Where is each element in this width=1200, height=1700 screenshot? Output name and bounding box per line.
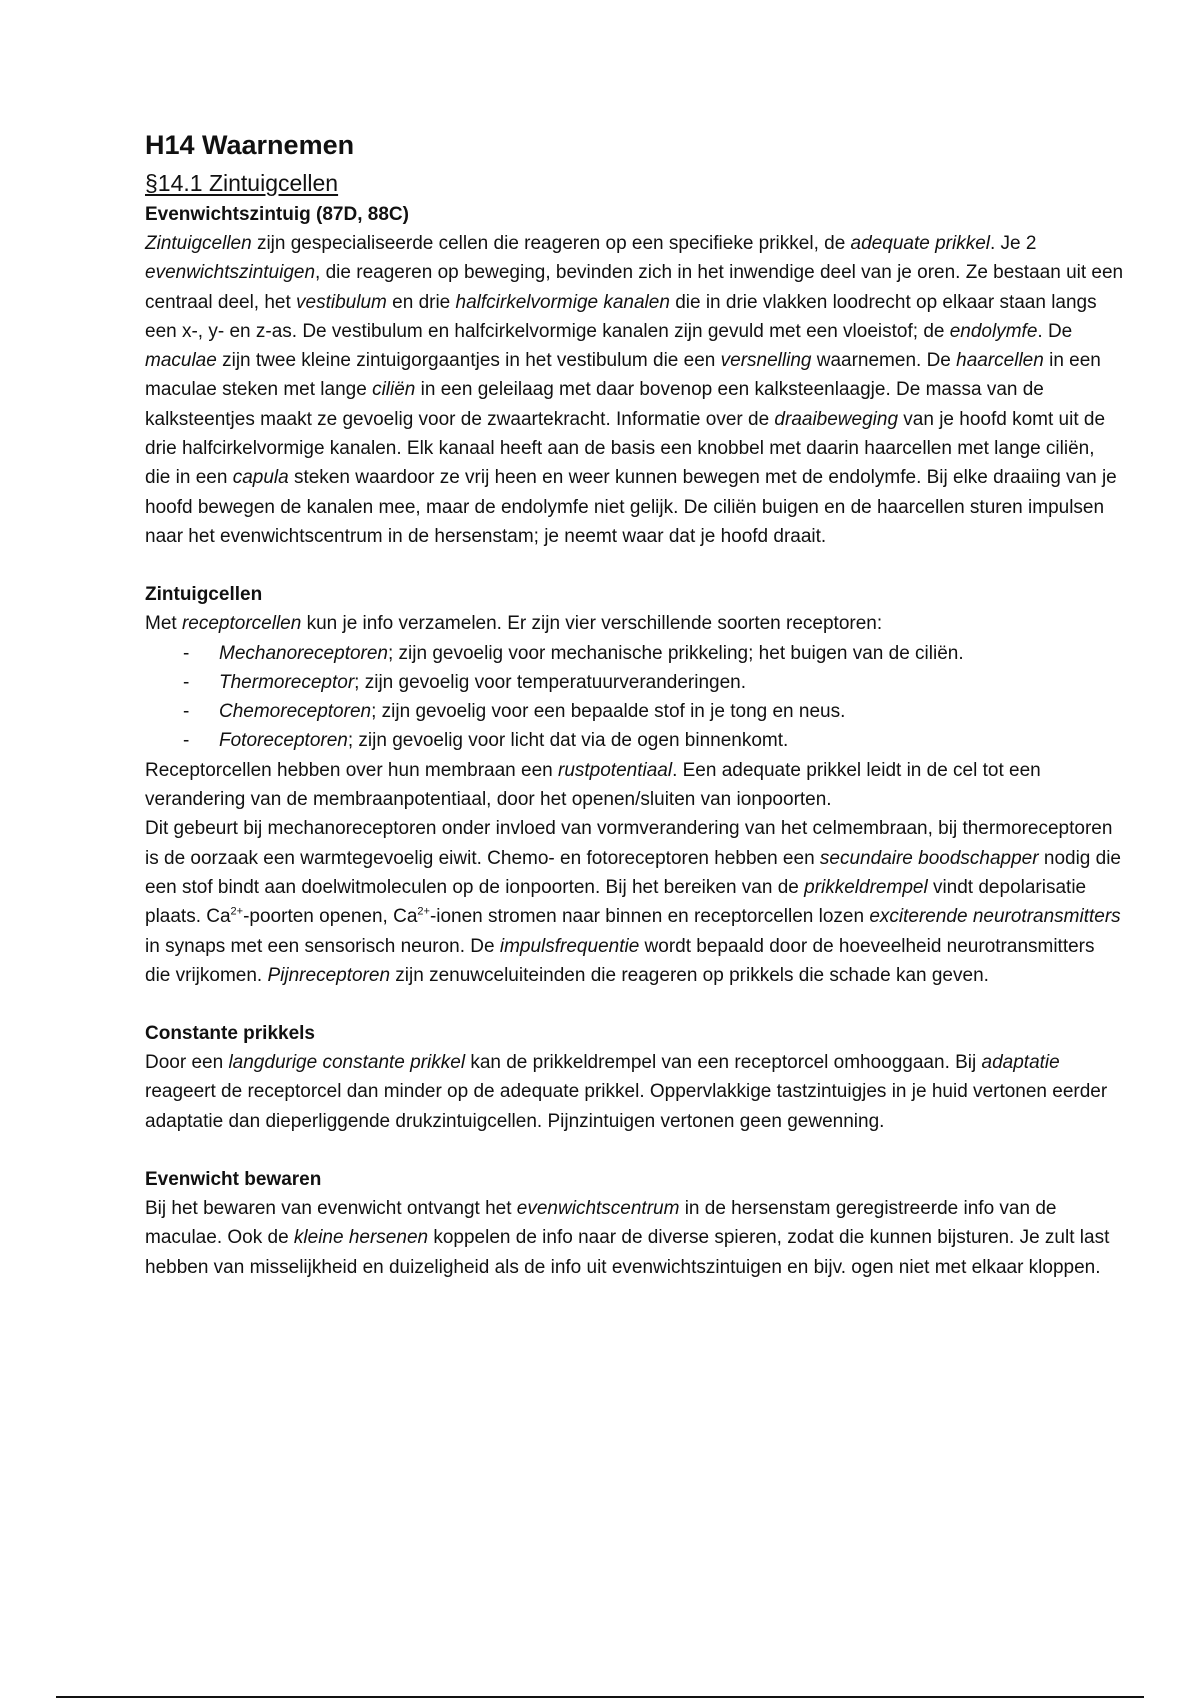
list-item	[183, 726, 1125, 755]
spacer	[145, 551, 1125, 580]
list-dash: -	[183, 671, 190, 693]
list-dash: -	[183, 730, 190, 752]
text-run: ; zijn gevoelig voor een bepaalde stof in je tong en neus.	[371, 701, 846, 723]
emphasis-term: evenwichtszintuigen	[145, 262, 316, 284]
receptor-list	[145, 639, 1125, 756]
emphasis-term: versnelling	[720, 350, 812, 372]
emphasis-term: maculae	[145, 350, 217, 372]
text-run: reageert de receptorcel dan minder op de adequate prikkel. Oppervlakkige tastzintuigjes in je huid vertonen eerder adaptatie dan dieperliggende drukzintuigcellen. Pijnzintuigen vertonen geen gewenning.	[145, 1081, 1108, 1132]
document-title: H14 Waarnemen	[145, 130, 355, 160]
emphasis-term: vestibulum	[296, 291, 387, 313]
paragraph-constante-prikkels	[145, 1048, 1125, 1136]
paragraph-evenwicht-bewaren	[145, 1194, 1125, 1282]
text-run: in een geleilaag met daar bovenop een kalksteenlaagje. De massa van de kalksteentjes maakt ze gevoelig voor de zwaartekracht. Informatie over de	[145, 379, 1044, 430]
text-run: zijn gespecialiseerde cellen die reageren op een specifieke prikkel, de	[251, 233, 851, 254]
text-run: Door een	[145, 1052, 229, 1074]
document-page	[145, 128, 1125, 1282]
superscript: 2+	[230, 905, 244, 918]
emphasis-term: impulsfrequentie	[499, 935, 640, 957]
text-run: steken waardoor ze vrij heen en weer kunnen bewegen met de endolymfe. Bij elke draaiing van je hoofd bewegen de kanalen mee, maar de endolymfe niet gelijk. De ciliën buigen en de haarcellen sturen impulsen naar het evenwichtscentrum in de hersenstam; je neemt waar dat je hoofd draait.	[145, 467, 1117, 547]
emphasis-term: endolymfe	[949, 320, 1038, 342]
spacer	[145, 990, 1125, 1019]
paragraph-receptorcellen	[145, 756, 1125, 990]
emphasis-term: adequate prikkel	[850, 233, 990, 254]
text-run: -poorten openen, Ca	[243, 906, 418, 928]
emphasis-term: ciliën	[372, 379, 416, 401]
emphasis-term: langdurige constante prikkel	[228, 1052, 466, 1074]
emphasis-term: kleine hersenen	[293, 1227, 429, 1249]
emphasis-term: Thermoreceptor	[219, 671, 355, 693]
heading-evenwicht-bewaren: Evenwicht bewaren	[145, 1169, 322, 1191]
emphasis-term: draaibeweging	[774, 408, 899, 430]
text-run: Bij het bewaren van evenwicht ontvangt het	[145, 1198, 517, 1220]
paragraph-evenwichtszintuig	[145, 229, 1125, 551]
text-run: zijn zenuwceluiteinden die reageren op prikkels die schade kan geven.	[390, 964, 989, 986]
text-run: van je hoofd komt uit de drie halfcirkelvormige kanalen. Elk kanaal heeft aan de basis een knobbel met daarin haarcellen met lange ciliën, die in een	[145, 408, 1106, 489]
text-run: waarnemen. De	[811, 350, 957, 372]
emphasis-term: prikkeldrempel	[804, 876, 928, 898]
emphasis-term: exciterende neurotransmitters	[869, 906, 1121, 928]
emphasis-term: Zintuigcellen	[145, 233, 252, 254]
text-run: in een maculae steken met lange	[145, 350, 1101, 401]
text-run: . De	[1037, 320, 1073, 342]
text-run: kan de prikkeldrempel van een receptorcel omhooggaan. Bij	[465, 1052, 982, 1074]
heading-evenwichtszintuig: Evenwichtszintuig (87D, 88C)	[145, 204, 409, 225]
text-run: -ionen stromen naar binnen en receptorcellen lozen	[429, 906, 870, 928]
emphasis-term: secundaire boodschapper	[819, 847, 1039, 869]
spacer	[145, 1136, 1125, 1165]
emphasis-term: Pijnreceptoren	[267, 964, 391, 986]
emphasis-term: rustpotentiaal	[558, 759, 673, 781]
text-run: , die reageren op beweging, bevinden zich in het inwendige deel van je oren. Ze bestaan uit een centraal deel, het	[145, 262, 1124, 313]
emphasis-term: adaptatie	[981, 1052, 1060, 1074]
emphasis-term: Fotoreceptoren	[219, 730, 348, 752]
text-run: in synaps met een sensorisch neuron. De	[145, 935, 500, 957]
emphasis-term: capula	[232, 467, 289, 489]
text-run: koppelen de info naar de diverse spieren, zodat die kunnen bijsturen. Je zult last hebben van misselijkheid en duizeligheid als de info uit evenwichtszintuigen en bijv. ogen niet met elkaar kloppen.	[145, 1227, 1110, 1278]
text-run: en drie	[386, 291, 456, 313]
text-run: zijn twee kleine zintuigorgaantjes in het vestibulum die een	[216, 350, 721, 372]
text-run: Receptorcellen hebben over hun membraan een	[145, 759, 558, 781]
superscript: 2+	[417, 905, 430, 918]
list-item	[183, 668, 1125, 697]
emphasis-term: evenwichtscentrum	[516, 1198, 680, 1220]
text-run: in de hersenstam geregistreerde info van de maculae. Ook de	[145, 1198, 1057, 1249]
list-dash: -	[183, 701, 190, 723]
text-run: die in drie vlakken loodrecht op elkaar staan langs een x-, y- en z-as. De vestibulum en halfcirkelvormige kanalen zijn gevuld met een vloeistof; de	[145, 291, 1097, 342]
text-run: Dit gebeurt bij mechanoreceptoren onder invloed van vormverandering van het celmembraan, bij thermoreceptoren is de oorzaak een warmtegevoelig eiwit. Chemo- en fotoreceptoren hebben een	[145, 818, 1113, 869]
text-run: kun je info verzamelen. Er zijn vier verschillende soorten receptoren:	[301, 613, 883, 635]
footer-rule	[56, 1696, 1144, 1698]
text-run: nodig die een stof bindt aan doelwitmoleculen op de ionpoorten. Bij het bereiken van de	[145, 847, 1121, 898]
paragraph-receptor-intro	[145, 609, 1125, 638]
list-dash: -	[183, 642, 190, 664]
emphasis-term: haarcellen	[956, 350, 1044, 372]
emphasis-term: halfcirkelvormige kanalen	[455, 291, 670, 313]
text-run: Met	[145, 613, 182, 635]
text-run: ; zijn gevoelig voor licht dat via de ogen binnenkomt.	[347, 730, 789, 752]
section-heading: §14.1 Zintuigcellen	[145, 170, 339, 196]
heading-zintuigcellen: Zintuigcellen	[145, 584, 263, 606]
list-item	[183, 639, 1125, 668]
emphasis-term: receptorcellen	[181, 613, 302, 635]
text-run: . Een adequate prikkel leidt in de cel tot een verandering van de membraanpotentiaal, door het openen/sluiten van ionpoorten.	[145, 759, 1041, 811]
heading-constante-prikkels: Constante prikkels	[145, 1023, 315, 1045]
text-run: . Je 2	[989, 233, 1037, 254]
emphasis-term: Mechanoreceptoren	[219, 642, 388, 664]
text-run: ; zijn gevoelig voor mechanische prikkeling; het buigen van de ciliën.	[388, 642, 964, 664]
text-run: wordt bepaald door de hoeveelheid neurotransmitters die vrijkomen.	[145, 935, 1095, 986]
emphasis-term: Chemoreceptoren	[219, 701, 372, 723]
text-run: vindt depolarisatie plaats. Ca	[145, 876, 1087, 928]
list-item	[183, 697, 1125, 726]
text-run: ; zijn gevoelig voor temperatuurveranderingen.	[354, 671, 747, 693]
